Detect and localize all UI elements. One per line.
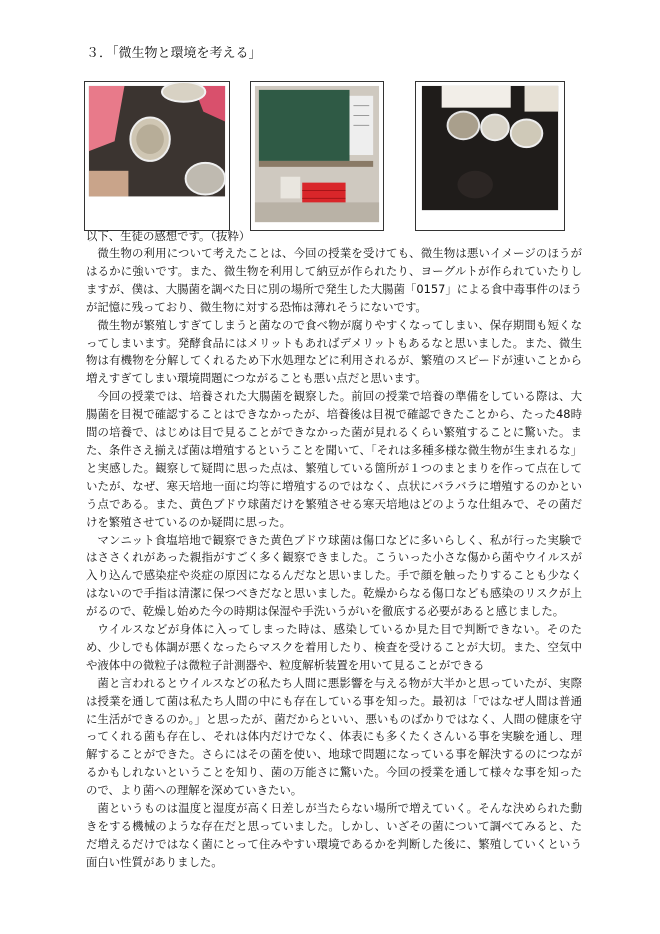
comment-paragraph-7: 菌というものは温度と湿度が高く日差しが当たらない場所で増えていく。そんな決められた動きをする機械のような存在だと思っていました。しかし、いざその菌について調べてみると、ただ増えるだけではなく菌にとって住みやすい環境であるかを判断した後に、繁殖していくという面白い性質がありました。 xyxy=(86,801,582,869)
comment-paragraph-4: マンニット食塩培地で観察できた黄色ブドウ球菌は傷口などに多いらしく、私が行った実験ではささくれがあった親指がすごく多く観察できました。こういった小さな傷から菌やウイルスが入り込んで感染症や炎症の原因になるんだなと思いました。手で顔を触ったりすることも少なくはないので手指は清潔に保つべきだなと思いました。乾燥からなる傷口なども感染のリスクが上がるので、乾燥し始めた今の時期は保湿や手洗いうがいを徹底する必要があると感じました。 xyxy=(86,532,582,619)
culture-plates-photo xyxy=(415,81,565,231)
intro-text: 以下、生徒の感想です。（抜粋） xyxy=(86,229,251,243)
comment-paragraph-2: 微生物が繁殖しすぎてしまうと菌なので食べ物が腐りやすくなってしまい、保存期間も短くなってしまいます。発酵食品にはメリットもあればデメリットもあるなと思いました。また、微生物は有機物を分解してくれるため下水処理などに利用されるが、繁殖のスピードが速いことから増えすぎてしまい環境問題につながることも悪い点だと思います。 xyxy=(86,317,582,386)
comment-paragraph-5: ウイルスなどが身体に入ってしまった時は、感染しているか見た目で判断できない。そのため、少しでも体調が悪くなったらマスクを着用したり、検査を受けることが大切。また、空気中や液体中の微粒子は微粒子計測器や、粒度解析装置を用いて見ることができる xyxy=(86,622,582,672)
comment-paragraph-6: 菌と言われるとウイルスなどの私たち人間に悪影響を与える物が大半かと思っていたが、実際は授業を通して菌は私たち人間の中にも存在している事を知った。最初は「ではなぜ人間は普通に生活ができるのか。」と思ったが、菌だからといい、悪いものばかりではなく、人間の健康を守ってくれる菌も存在し、それは体内だけでなく、体表にも多くたくさんいる事を実験を通し、理解することができた。さらにはその菌を使い、地球で問題になっている事を解決するのにつながるかもしれないということを知り、菌の万能さに驚いた。今回の授業を通して様々な事を知ったので、より菌への理解を深めていきたい。 xyxy=(86,675,582,798)
classroom-photo xyxy=(250,81,384,231)
petri-dish-photo xyxy=(84,81,230,231)
comment-paragraph-1: 微生物の利用について考えたことは、今回の授業を受けても、微生物は悪いイメージのほうがはるかに強いです。また、微生物を利用して納豆が作られたり、ヨーグルトが作られていたりしますが、僕は、大腸菌を調べた日に別の場所で発生した大腸菌「0157」による食中毒事件のほうが記憶に残っており、微生物に対する恐怖は薄れそうにないです。 xyxy=(86,246,583,314)
comments-body xyxy=(86,245,582,872)
section-title: ３．「微生物と環境を考える」 xyxy=(86,46,262,61)
comment-paragraph-3: 今回の授業では、培養された大腸菌を観察した。前回の授業で培養の準備をしている際は、大腸菌を目視で確認することはできなかったが、培養後は目視で確認できたことから、たった48時間の培養で、はじめは目で見ることができなかった菌が見れるくらい繁殖することに驚いた。また、条件さえ揃えば菌は増殖するということを聞いて、「それは多種多様な微生物が生まれるな」と実感した。観察して疑問に思った点は、繁殖している箇所が１つのまとまりを作って点在していたが、なぜ、寒天培地一面に均等に増殖するのではなく、点状にバラバラに増殖するのかという点である。また、黄色ブドウ球菌だけを繁殖させる寒天培地はどのような仕組みで、その菌だけを繁殖させているのか疑問に思った。 xyxy=(86,389,582,529)
